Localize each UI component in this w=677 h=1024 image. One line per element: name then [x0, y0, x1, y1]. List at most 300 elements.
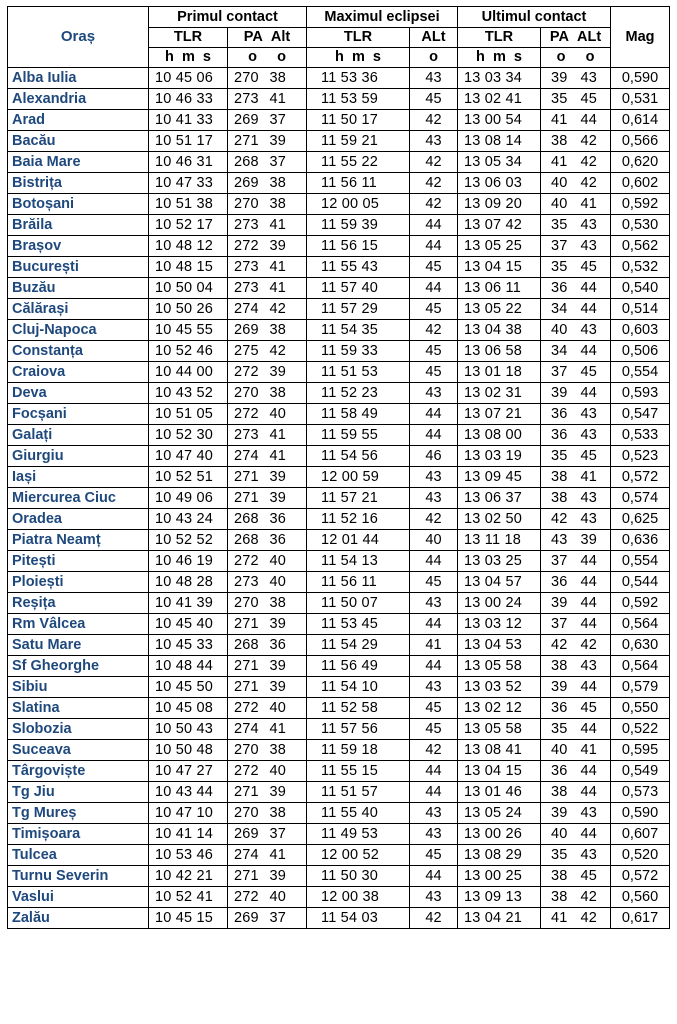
- last-contact-pa-alt: [541, 761, 611, 782]
- max-eclipse-time: 11 54 03: [307, 908, 410, 929]
- first-contact-alt: 40: [269, 406, 286, 422]
- first-contact-time: 10 53 46: [149, 845, 228, 866]
- last-contact-time: 13 05 24: [458, 803, 541, 824]
- first-contact-pa-alt: [228, 173, 307, 194]
- last-contact-pa-alt: [541, 278, 611, 299]
- max-eclipse-alt: 41: [410, 635, 458, 656]
- header-pa-alt-1: [228, 28, 307, 48]
- table-row: [8, 89, 670, 110]
- max-eclipse-time: 11 53 45: [307, 614, 410, 635]
- header-deg-pa-1: o: [248, 49, 257, 65]
- last-contact-time: 13 03 34: [458, 68, 541, 89]
- last-contact-time: 13 03 19: [458, 446, 541, 467]
- table-row: [8, 593, 670, 614]
- first-contact-time: 10 50 43: [149, 719, 228, 740]
- max-eclipse-alt: 44: [410, 278, 458, 299]
- first-contact-pa: 273: [234, 217, 259, 233]
- first-contact-pa: 270: [234, 196, 259, 212]
- table-row: [8, 341, 670, 362]
- table-row: [8, 236, 670, 257]
- first-contact-time: 10 44 00: [149, 362, 228, 383]
- max-eclipse-alt: 45: [410, 89, 458, 110]
- last-contact-pa-alt: [541, 215, 611, 236]
- last-contact-time: 13 08 29: [458, 845, 541, 866]
- first-contact-pa: 272: [234, 364, 259, 380]
- last-contact-pa-alt: [541, 362, 611, 383]
- first-contact-time: 10 48 44: [149, 656, 228, 677]
- last-contact-alt: 41: [580, 196, 597, 212]
- first-contact-pa: 272: [234, 700, 259, 716]
- first-contact-time: 10 47 10: [149, 803, 228, 824]
- last-contact-pa-alt: [541, 572, 611, 593]
- header-ultimul-contact: Ultimul contact: [458, 7, 611, 28]
- magnitude: 0,506: [611, 341, 670, 362]
- header-deg-1: [228, 48, 307, 68]
- max-eclipse-time: 11 59 18: [307, 740, 410, 761]
- max-eclipse-time: 11 53 59: [307, 89, 410, 110]
- first-contact-alt: 41: [269, 721, 286, 737]
- max-eclipse-time: 11 56 15: [307, 236, 410, 257]
- magnitude: 0,554: [611, 551, 670, 572]
- first-contact-time: 10 48 12: [149, 236, 228, 257]
- last-contact-pa-alt: [541, 887, 611, 908]
- last-contact-alt: 44: [580, 385, 597, 401]
- table-row: [8, 614, 670, 635]
- magnitude: 0,564: [611, 656, 670, 677]
- first-contact-pa: 268: [234, 532, 259, 548]
- first-contact-pa-alt: [228, 299, 307, 320]
- magnitude: 0,533: [611, 425, 670, 446]
- table-row: [8, 887, 670, 908]
- last-contact-pa-alt: [541, 698, 611, 719]
- first-contact-alt: 40: [269, 700, 286, 716]
- city-name: Călărași: [8, 299, 149, 320]
- first-contact-alt: 36: [269, 532, 286, 548]
- max-eclipse-alt: 46: [410, 446, 458, 467]
- city-name: Focșani: [8, 404, 149, 425]
- last-contact-alt: 42: [580, 175, 597, 191]
- last-contact-time: 13 09 45: [458, 467, 541, 488]
- last-contact-time: 13 08 14: [458, 131, 541, 152]
- last-contact-pa-alt: [541, 509, 611, 530]
- magnitude: 0,603: [611, 320, 670, 341]
- table-row: [8, 719, 670, 740]
- table-row: [8, 425, 670, 446]
- first-contact-pa: 271: [234, 784, 259, 800]
- header-alt-1: Alt: [270, 29, 291, 45]
- header-oras: Oraș: [8, 7, 149, 68]
- magnitude: 0,531: [611, 89, 670, 110]
- header-pa-alt-2: [541, 28, 611, 48]
- max-eclipse-alt: 45: [410, 341, 458, 362]
- first-contact-time: 10 41 33: [149, 110, 228, 131]
- last-contact-time: 13 04 15: [458, 761, 541, 782]
- last-contact-alt: 41: [580, 469, 597, 485]
- max-eclipse-alt: 42: [410, 509, 458, 530]
- first-contact-alt: 39: [269, 364, 286, 380]
- last-contact-alt: 42: [580, 154, 597, 170]
- last-contact-time: 13 00 24: [458, 593, 541, 614]
- max-eclipse-alt: 45: [410, 845, 458, 866]
- header-hms-m: h m s: [307, 48, 410, 68]
- max-eclipse-time: 11 57 56: [307, 719, 410, 740]
- last-contact-pa-alt: [541, 656, 611, 677]
- header-pa-1: PA: [243, 29, 263, 45]
- table-header: [8, 7, 670, 68]
- last-contact-pa: 40: [551, 196, 568, 212]
- table-row: [8, 572, 670, 593]
- last-contact-pa: 39: [551, 595, 568, 611]
- last-contact-alt: 43: [580, 847, 597, 863]
- first-contact-pa-alt: [228, 908, 307, 929]
- table-row: [8, 131, 670, 152]
- first-contact-alt: 39: [269, 490, 286, 506]
- header-pa-2: PA: [549, 29, 569, 45]
- first-contact-alt: 41: [269, 91, 286, 107]
- max-eclipse-time: 11 50 07: [307, 593, 410, 614]
- first-contact-pa: 271: [234, 616, 259, 632]
- last-contact-pa: 35: [551, 259, 568, 275]
- table-row: [8, 509, 670, 530]
- max-eclipse-time: 11 55 15: [307, 761, 410, 782]
- last-contact-time: 13 09 20: [458, 194, 541, 215]
- first-contact-pa: 272: [234, 406, 259, 422]
- last-contact-time: 13 06 03: [458, 173, 541, 194]
- last-contact-alt: 43: [580, 238, 597, 254]
- last-contact-pa-alt: [541, 110, 611, 131]
- first-contact-alt: 40: [269, 574, 286, 590]
- last-contact-alt: 43: [580, 511, 597, 527]
- last-contact-pa: 42: [551, 511, 568, 527]
- last-contact-alt: 44: [580, 826, 597, 842]
- first-contact-time: 10 52 46: [149, 341, 228, 362]
- city-name: Slobozia: [8, 719, 149, 740]
- magnitude: 0,530: [611, 215, 670, 236]
- first-contact-alt: 41: [269, 217, 286, 233]
- last-contact-alt: 44: [580, 553, 597, 569]
- last-contact-pa-alt: [541, 719, 611, 740]
- first-contact-pa: 270: [234, 742, 259, 758]
- max-eclipse-alt: 44: [410, 236, 458, 257]
- eclipse-table: [7, 6, 670, 929]
- first-contact-pa-alt: [228, 194, 307, 215]
- last-contact-time: 13 04 21: [458, 908, 541, 929]
- first-contact-alt: 41: [269, 427, 286, 443]
- first-contact-time: 10 50 26: [149, 299, 228, 320]
- first-contact-pa: 271: [234, 868, 259, 884]
- eclipse-table-container: [7, 6, 670, 929]
- max-eclipse-time: 11 59 33: [307, 341, 410, 362]
- last-contact-pa: 40: [551, 826, 568, 842]
- last-contact-pa: 41: [551, 112, 568, 128]
- first-contact-pa-alt: [228, 236, 307, 257]
- first-contact-pa-alt: [228, 425, 307, 446]
- first-contact-time: 10 46 19: [149, 551, 228, 572]
- first-contact-pa-alt: [228, 677, 307, 698]
- first-contact-time: 10 52 41: [149, 887, 228, 908]
- first-contact-time: 10 52 17: [149, 215, 228, 236]
- last-contact-time: 13 02 41: [458, 89, 541, 110]
- first-contact-time: 10 47 33: [149, 173, 228, 194]
- table-row: [8, 173, 670, 194]
- max-eclipse-alt: 43: [410, 593, 458, 614]
- first-contact-pa-alt: [228, 89, 307, 110]
- magnitude: 0,520: [611, 845, 670, 866]
- first-contact-pa-alt: [228, 593, 307, 614]
- first-contact-alt: 39: [269, 238, 286, 254]
- table-row: [8, 278, 670, 299]
- last-contact-time: 13 06 11: [458, 278, 541, 299]
- table-row: [8, 698, 670, 719]
- last-contact-pa-alt: [541, 803, 611, 824]
- magnitude: 0,549: [611, 761, 670, 782]
- magnitude: 0,590: [611, 68, 670, 89]
- header-deg-alt-2: o: [585, 49, 595, 65]
- max-eclipse-alt: 44: [410, 782, 458, 803]
- last-contact-pa-alt: [541, 299, 611, 320]
- first-contact-pa-alt: [228, 404, 307, 425]
- last-contact-pa: 36: [551, 574, 568, 590]
- last-contact-time: 13 04 38: [458, 320, 541, 341]
- max-eclipse-time: 11 54 29: [307, 635, 410, 656]
- max-eclipse-alt: 42: [410, 740, 458, 761]
- last-contact-alt: 44: [580, 616, 597, 632]
- last-contact-pa: 38: [551, 868, 568, 884]
- max-eclipse-alt: 42: [410, 110, 458, 131]
- first-contact-alt: 38: [269, 196, 286, 212]
- first-contact-pa-alt: [228, 131, 307, 152]
- magnitude: 0,514: [611, 299, 670, 320]
- last-contact-time: 13 06 37: [458, 488, 541, 509]
- last-contact-time: 13 11 18: [458, 530, 541, 551]
- table-row: [8, 530, 670, 551]
- last-contact-pa-alt: [541, 194, 611, 215]
- table-row: [8, 68, 670, 89]
- city-name: Bacău: [8, 131, 149, 152]
- first-contact-alt: 37: [269, 826, 286, 842]
- header-maximul-eclipsei: Maximul eclipsei: [307, 7, 458, 28]
- last-contact-pa-alt: [541, 320, 611, 341]
- city-name: Botoșani: [8, 194, 149, 215]
- max-eclipse-alt: 43: [410, 383, 458, 404]
- table-row: [8, 845, 670, 866]
- last-contact-pa: 35: [551, 91, 568, 107]
- last-contact-time: 13 03 25: [458, 551, 541, 572]
- max-eclipse-alt: 43: [410, 677, 458, 698]
- table-row: [8, 803, 670, 824]
- last-contact-time: 13 05 34: [458, 152, 541, 173]
- first-contact-pa: 271: [234, 490, 259, 506]
- first-contact-pa-alt: [228, 698, 307, 719]
- table-row: [8, 215, 670, 236]
- first-contact-alt: 37: [269, 910, 286, 926]
- first-contact-pa: 271: [234, 658, 259, 674]
- last-contact-pa: 35: [551, 721, 568, 737]
- first-contact-alt: 41: [269, 847, 286, 863]
- first-contact-alt: 38: [269, 385, 286, 401]
- city-name: Brăila: [8, 215, 149, 236]
- city-name: Turnu Severin: [8, 866, 149, 887]
- first-contact-pa-alt: [228, 509, 307, 530]
- last-contact-time: 13 00 25: [458, 866, 541, 887]
- max-eclipse-time: 11 55 22: [307, 152, 410, 173]
- first-contact-alt: 41: [269, 280, 286, 296]
- max-eclipse-time: 11 50 30: [307, 866, 410, 887]
- first-contact-pa-alt: [228, 740, 307, 761]
- first-contact-pa-alt: [228, 866, 307, 887]
- header-hms-1: h m s: [149, 48, 228, 68]
- table-row: [8, 194, 670, 215]
- first-contact-time: 10 43 52: [149, 383, 228, 404]
- max-eclipse-alt: 44: [410, 656, 458, 677]
- last-contact-alt: 42: [580, 133, 597, 149]
- city-name: Sf Gheorghe: [8, 656, 149, 677]
- first-contact-time: 10 51 17: [149, 131, 228, 152]
- last-contact-pa: 42: [551, 637, 568, 653]
- first-contact-pa: 269: [234, 112, 259, 128]
- last-contact-time: 13 05 58: [458, 719, 541, 740]
- header-hms-2: h m s: [458, 48, 541, 68]
- first-contact-pa: 274: [234, 721, 259, 737]
- first-contact-pa-alt: [228, 341, 307, 362]
- table-row: [8, 320, 670, 341]
- last-contact-pa-alt: [541, 68, 611, 89]
- max-eclipse-time: 11 52 16: [307, 509, 410, 530]
- first-contact-alt: 37: [269, 112, 286, 128]
- last-contact-alt: 44: [580, 574, 597, 590]
- last-contact-time: 13 04 53: [458, 635, 541, 656]
- first-contact-pa: 273: [234, 280, 259, 296]
- first-contact-alt: 40: [269, 889, 286, 905]
- first-contact-time: 10 45 55: [149, 320, 228, 341]
- last-contact-pa-alt: [541, 152, 611, 173]
- table-row: [8, 656, 670, 677]
- first-contact-pa-alt: [228, 362, 307, 383]
- first-contact-pa-alt: [228, 446, 307, 467]
- max-eclipse-time: 11 56 11: [307, 572, 410, 593]
- last-contact-alt: 44: [580, 679, 597, 695]
- last-contact-time: 13 01 46: [458, 782, 541, 803]
- first-contact-alt: 39: [269, 784, 286, 800]
- last-contact-pa: 39: [551, 385, 568, 401]
- first-contact-alt: 38: [269, 742, 286, 758]
- last-contact-time: 13 06 58: [458, 341, 541, 362]
- first-contact-pa-alt: [228, 719, 307, 740]
- last-contact-pa: 36: [551, 427, 568, 443]
- last-contact-pa: 37: [551, 553, 568, 569]
- first-contact-alt: 36: [269, 511, 286, 527]
- city-name: Alexandria: [8, 89, 149, 110]
- max-eclipse-alt: 45: [410, 698, 458, 719]
- last-contact-alt: 44: [580, 112, 597, 128]
- last-contact-pa: 34: [551, 301, 568, 317]
- table-row: [8, 740, 670, 761]
- max-eclipse-alt: 44: [410, 614, 458, 635]
- last-contact-pa-alt: [541, 425, 611, 446]
- first-contact-time: 10 49 06: [149, 488, 228, 509]
- last-contact-time: 13 05 22: [458, 299, 541, 320]
- max-eclipse-time: 12 00 38: [307, 887, 410, 908]
- city-name: Oradea: [8, 509, 149, 530]
- last-contact-pa-alt: [541, 89, 611, 110]
- last-contact-time: 13 03 12: [458, 614, 541, 635]
- first-contact-time: 10 48 28: [149, 572, 228, 593]
- last-contact-pa: 40: [551, 175, 568, 191]
- last-contact-alt: 44: [580, 343, 597, 359]
- first-contact-alt: 41: [269, 259, 286, 275]
- first-contact-alt: 38: [269, 805, 286, 821]
- max-eclipse-alt: 45: [410, 299, 458, 320]
- last-contact-pa-alt: [541, 677, 611, 698]
- first-contact-pa: 271: [234, 469, 259, 485]
- last-contact-pa: 37: [551, 364, 568, 380]
- max-eclipse-time: 11 50 17: [307, 110, 410, 131]
- city-name: București: [8, 257, 149, 278]
- first-contact-alt: 38: [269, 175, 286, 191]
- last-contact-alt: 43: [580, 406, 597, 422]
- last-contact-alt: 45: [580, 868, 597, 884]
- last-contact-alt: 43: [580, 805, 597, 821]
- city-name: Cluj-Napoca: [8, 320, 149, 341]
- magnitude: 0,590: [611, 803, 670, 824]
- table-row: [8, 866, 670, 887]
- last-contact-alt: 44: [580, 721, 597, 737]
- max-eclipse-alt: 45: [410, 572, 458, 593]
- first-contact-time: 10 43 24: [149, 509, 228, 530]
- max-eclipse-alt: 44: [410, 761, 458, 782]
- last-contact-pa: 37: [551, 238, 568, 254]
- first-contact-pa-alt: [228, 761, 307, 782]
- max-eclipse-time: 12 00 52: [307, 845, 410, 866]
- last-contact-pa-alt: [541, 236, 611, 257]
- first-contact-alt: 39: [269, 868, 286, 884]
- first-contact-time: 10 50 04: [149, 278, 228, 299]
- last-contact-pa: 41: [551, 154, 568, 170]
- first-contact-pa: 270: [234, 805, 259, 821]
- last-contact-alt: 45: [580, 91, 597, 107]
- first-contact-pa-alt: [228, 845, 307, 866]
- magnitude: 0,636: [611, 530, 670, 551]
- max-eclipse-alt: 43: [410, 131, 458, 152]
- first-contact-pa: 274: [234, 847, 259, 863]
- last-contact-pa-alt: [541, 845, 611, 866]
- first-contact-pa-alt: [228, 467, 307, 488]
- magnitude: 0,625: [611, 509, 670, 530]
- last-contact-alt: 44: [580, 763, 597, 779]
- city-name: Piatra Neamț: [8, 530, 149, 551]
- last-contact-pa: 43: [551, 532, 568, 548]
- magnitude: 0,522: [611, 719, 670, 740]
- first-contact-pa: 273: [234, 91, 259, 107]
- last-contact-pa-alt: [541, 257, 611, 278]
- magnitude: 0,630: [611, 635, 670, 656]
- max-eclipse-time: 11 51 57: [307, 782, 410, 803]
- max-eclipse-alt: 44: [410, 425, 458, 446]
- table-row: [8, 551, 670, 572]
- first-contact-pa: 271: [234, 133, 259, 149]
- last-contact-pa-alt: [541, 740, 611, 761]
- first-contact-alt: 41: [269, 448, 286, 464]
- first-contact-pa: 269: [234, 175, 259, 191]
- last-contact-time: 13 02 31: [458, 383, 541, 404]
- magnitude: 0,602: [611, 173, 670, 194]
- last-contact-alt: 42: [580, 889, 597, 905]
- last-contact-time: 13 07 21: [458, 404, 541, 425]
- last-contact-alt: 44: [580, 280, 597, 296]
- last-contact-time: 13 04 57: [458, 572, 541, 593]
- first-contact-pa: 273: [234, 427, 259, 443]
- header-tlr-2: TLR: [458, 28, 541, 48]
